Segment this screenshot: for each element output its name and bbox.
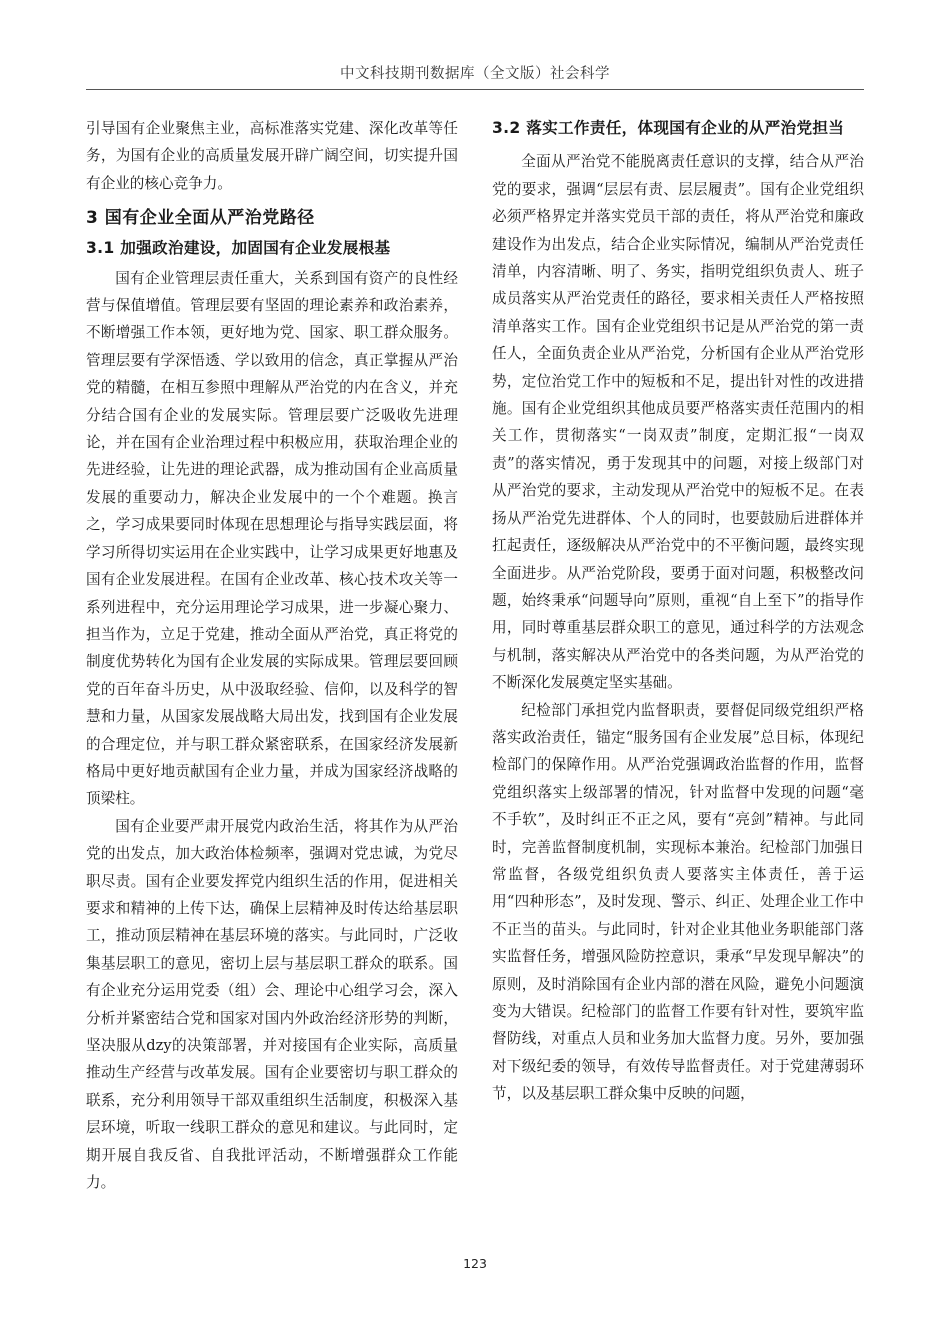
body-paragraph: 纪检部门承担党内监督职责，要督促同级党组织严格落实政治责任，锚定“服务国有企业发展”总目标，体现纪检部门的保障作用。从严治党强调政治监督的作用，监督党组织落实上级部署的情况，针对监督中发现的问题“毫不手软”，及时纠正不正之风，要有“亮剑”精神。与此同时，完善监督制度机制，实现标本兼治。纪检部门加强日常监督，各级党组织负责人要落实主体责任，善于运用“四种形态”，及时发现、警示、纠正、处理企业工作中不正当的苗头。与此同时，针对企业其他业务职能部门落实监督任务，增强风险防控意识，秉承“早发现早解决”的原则，及时消除国有企业内部的潜在风险，避免小问题演变为大错误。纪检部门的监督工作要有针对性，要筑牢监督防线，对重点人员和业务加大监督力度。另外，要加强对下级纪委的领导，有效传导监督责任。对于党建薄弱环节，以及基层职工群众集中反映的问题， [492,701,864,1103]
subsection-heading-3-2: 3.2 落实工作责任，体现国有企业的从严治党担当 [492,119,845,137]
body-paragraph: 国有企业要严肃开展党内政治生活，将其作为从严治党的出发点，加大政治体检频率，强调对党忠诚，为党尽职尽责。国有企业要发挥党内组织生活的作用，促进相关要求和精神的上传下达，确保上层精神及时传达给基层职工，推动顶层精神在基层环境的落实。与此同时，广泛收集基层职工的意见，密切上层与基层职工群众的联系。国有企业充分运用党委（组）会、理论中心组学习会，深入分析并紧密结合党和国家对国内外政治经济形势的判断，坚决服从dzy的决策部署，并对接国有企业实际，高质量推动生产经营与改革发展。国有企业要密切与职工群众的联系，充分利用领导干部双重组织生活制度，积极深入基层环境，听取一线职工群众的意见和建议。与此同时，定期开展自我反省、自我批评活动，不断增强群众工作能力。 [86,817,458,1192]
right-column [492,115,864,1108]
left-column [86,115,458,1196]
header-divider [86,89,864,90]
section-heading: 3 国有企业全面从严治党路径 [86,208,315,229]
page-number: 123 [463,1256,487,1271]
body-paragraph: 全面从严治党不能脱离责任意识的支撑，结合从严治党的要求，强调“层层有责、层层履责”。国有企业党组织必须严格界定并落实党员干部的责任，将从严治党和廉政建设作为出发点，结合企业实际情况，编制从严治党责任清单，内容清晰、明了、务实，指明党组织负责人、班子成员落实从严治党责任的路径，要求相关责任人严格按照清单落实工作。国有企业党组织书记是从严治党的第一责任人，全面负责企业从严治党，分析国有企业从严治党形势，定位治党工作中的短板和不足，提出针对性的改进措施。国有企业党组织其他成员要严格落实责任范围内的相关工作，贯彻落实“一岗双责”制度，定期汇报“一岗双责”的落实情况，勇于发现其中的问题，对接上级部门对从严治党的要求，主动发现从严治党中的短板不足。在表扬从严治党先进群体、个人的同时，也要鼓励后进群体并扛起责任，逐级解决从严治党中的不平衡问题，最终实现全面进步。从严治党阶段，要勇于面对问题，积极整改问题，始终秉承“问题导向”原则，重视“自上至下”的指导作用，同时尊重基层群众职工的意见，通过科学的方法观念与机制，落实解决从严治党中的各类问题，为从严治党的不断深化发展奠定坚实基础。 [492,153,864,692]
continuation-paragraph: 引导国有企业聚焦主业，高标准落实党建、深化改革等任务，为国有企业的高质量发展开辟广阔空间，切实提升国有企业的核心竞争力。 [86,120,458,192]
body-paragraph: 国有企业管理层责任重大，关系到国有资产的良性经营与保值增值。管理层要有坚固的理论素养和政治素养，不断增强工作本领，更好地为党、国家、职工群众服务。管理层要有学深悟透、学以致用的信念，真正掌握从严治党的精髓，在相互参照中理解从严治党的内在含义，并充分结合国有企业的发展实际。管理层要广泛吸收先进理论，并在国有企业治理过程中积极应用，获取治理企业的先进经验，让先进的理论武器，成为推动国有企业高质量发展的重要动力，解决企业发展中的一个个难题。换言之，学习成果要同时体现在思想理论与指导实践层面，将学习所得切实运用在企业实践中，让学习成果更好地惠及国有企业发展进程。在国有企业改革、核心技术攻关等一系列进程中，充分运用理论学习成果，进一步凝心聚力、担当作为，立足于党建，推动全面从严治党，真正将党的制度优势转化为国有企业发展的实际成果。管理层要回顾党的百年奋斗历史，从中汲取经验、信仰，以及科学的智慧和力量，从国家发展战略大局出发，找到国有企业发展的合理定位，并与职工群众紧密联系，在国家经济发展新格局中更好地贡献国有企业力量，并成为国家经济战略的顶梁柱。 [86,269,458,808]
subsection-heading-3-1: 3.1 加强政治建设，加固国有企业发展根基 [86,239,391,258]
running-header: 中文科技期刊数据库（全文版）社会科学 [340,66,610,82]
